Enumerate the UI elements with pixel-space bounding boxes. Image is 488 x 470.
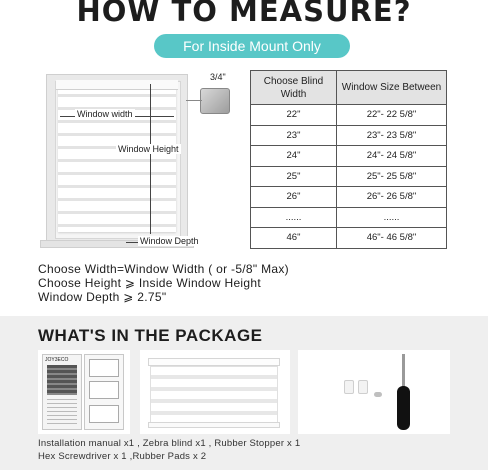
zebra-blind-illustration [58, 84, 176, 232]
height-label: Window Height [118, 144, 179, 154]
table-row: 23" 23"- 23 5/8" [251, 125, 447, 146]
instruction-depth: Window Depth ⩾ 2.75" [38, 290, 167, 304]
width-label: Window width [77, 109, 133, 119]
table-header: Choose Blind Width [251, 71, 337, 105]
screwdriver-icon [402, 354, 405, 388]
depth-label: Window Depth [140, 236, 199, 246]
zebra-blind-image [140, 350, 290, 434]
height-arrow [150, 84, 151, 234]
instruction-width: Choose Width=Window Width ( or -5/8" Max) [38, 262, 289, 276]
bracket-size-label: 3/4" [210, 72, 226, 82]
package-caption-line-1: Installation manual x1 , Zebra blind x1 , Rubber Stopper x 1 [38, 438, 301, 449]
table-row: 24" 24"- 24 5/8" [251, 146, 447, 167]
page-title: HOW TO MEASURE? [76, 0, 412, 28]
table-header: Window Size Between [337, 71, 447, 105]
depth-arrow [126, 242, 138, 243]
table-row: 46" 46"- 46 5/8" [251, 228, 447, 249]
table-row: 26" 26"- 26 5/8" [251, 187, 447, 208]
inside-mount-badge: For Inside Mount Only [154, 34, 350, 58]
installation-manual-image [38, 350, 130, 434]
rubber-stopper-icon [374, 392, 382, 397]
table-row: 22" 22"- 22 5/8" [251, 105, 447, 126]
accessories-image [298, 350, 450, 434]
instruction-height: Choose Height ⩾ Inside Window Height [38, 276, 261, 290]
size-table [250, 70, 447, 249]
mounting-bracket-icon [200, 88, 230, 114]
package-title: WHAT'S IN THE PACKAGE [38, 326, 263, 345]
rubber-pad-icon [344, 380, 354, 394]
table-row: ...... ...... [251, 207, 447, 228]
package-caption-line-2: Hex Screwdriver x 1 ,Rubber Pads x 2 [38, 451, 207, 462]
headrail [56, 80, 178, 90]
rubber-pad-icon [358, 380, 368, 394]
manual-brand: JOY3ECO [45, 357, 69, 363]
table-row: 25" 25"- 25 5/8" [251, 166, 447, 187]
